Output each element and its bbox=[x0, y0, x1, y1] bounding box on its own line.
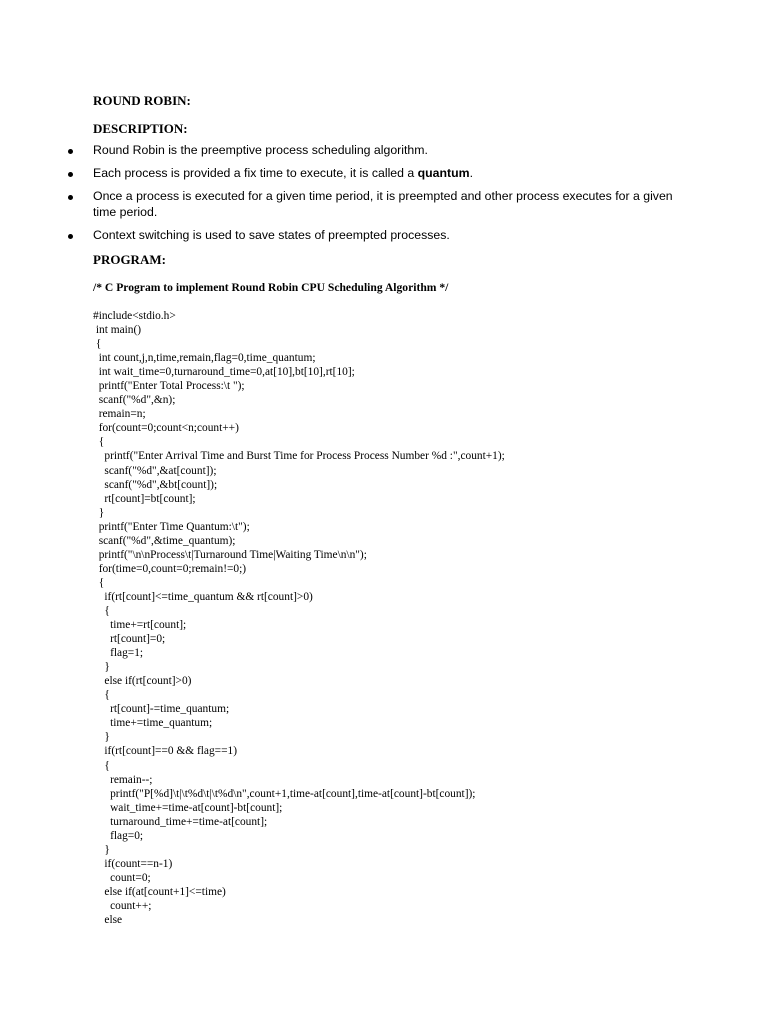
code-line: int count,j,n,time,remain,flag=0,time_quantum; bbox=[93, 352, 316, 365]
code-line: scanf("%d",&at[count]); bbox=[93, 464, 217, 477]
code-line: remain=n; bbox=[93, 408, 146, 421]
code-line: { bbox=[93, 576, 105, 589]
code-block bbox=[93, 309, 505, 927]
bullet-text: Round Robin is the preemptive process scheduling algorithm. bbox=[93, 143, 428, 157]
code-line: count=0; bbox=[93, 871, 151, 884]
code-line: { bbox=[93, 338, 102, 351]
bullet-text-end: . bbox=[469, 166, 473, 180]
code-line: } bbox=[93, 506, 105, 519]
code-line: remain--; bbox=[93, 773, 153, 786]
code-line: } bbox=[93, 661, 110, 674]
code-line: rt[count]=0; bbox=[93, 633, 166, 646]
bullet-text: Once a process is executed for a given time period, it is preempted and other process executes for a given time period. bbox=[93, 189, 673, 219]
code-line: if(rt[count]==0 && flag==1) bbox=[93, 745, 237, 758]
code-line: } bbox=[93, 731, 110, 744]
description-list bbox=[0, 143, 768, 243]
code-line: printf("Enter Total Process:\t "); bbox=[93, 380, 245, 393]
bullet-dot-icon bbox=[68, 234, 73, 239]
code-line: } bbox=[93, 843, 110, 856]
page-title: ROUND ROBIN: bbox=[93, 93, 191, 108]
code-line: { bbox=[93, 436, 105, 449]
code-line: flag=1; bbox=[93, 647, 144, 660]
code-line: { bbox=[93, 689, 110, 702]
code-line: printf("Enter Arrival Time and Burst Time for Process Process Number %d :",count+1); bbox=[93, 450, 505, 463]
bullet-dot-icon bbox=[68, 195, 73, 200]
code-line: printf("Enter Time Quantum:\t"); bbox=[93, 520, 250, 533]
code-line: if(rt[count]<=time_quantum && rt[count]>0) bbox=[93, 590, 313, 603]
code-line: rt[count]-=time_quantum; bbox=[93, 703, 230, 716]
code-line: turnaround_time+=time-at[count]; bbox=[93, 815, 268, 828]
code-line: flag=0; bbox=[93, 829, 144, 842]
code-line: for(time=0,count=0;remain!=0;) bbox=[93, 562, 247, 575]
code-line: { bbox=[93, 604, 110, 617]
bullet-text: Context switching is used to save states of preempted processes. bbox=[93, 227, 450, 242]
code-line: #include<stdio.h> bbox=[93, 310, 176, 322]
program-heading: PROGRAM: bbox=[93, 252, 166, 267]
code-line: scanf("%d",&bt[count]); bbox=[93, 478, 218, 491]
code-line: else bbox=[93, 914, 123, 927]
code-line: else if(rt[count]>0) bbox=[93, 675, 192, 688]
list-item bbox=[0, 166, 768, 182]
program-comment: /* C Program to implement Round Robin CPU Scheduling Algorithm */ bbox=[93, 281, 449, 294]
bullet-dot-icon bbox=[68, 172, 73, 177]
code-line: time+=time_quantum; bbox=[93, 717, 213, 730]
code-line: scanf("%d",&n); bbox=[93, 394, 176, 407]
code-line: printf("\n\nProcess\t|Turnaround Time|Waiting Time\n\n"); bbox=[93, 548, 367, 561]
list-item bbox=[0, 228, 768, 244]
code-line: time+=rt[count]; bbox=[93, 619, 187, 632]
bullet-dot-icon bbox=[68, 149, 73, 154]
list-item bbox=[0, 189, 768, 220]
code-line: wait_time+=time-at[count]-bt[count]; bbox=[93, 801, 283, 814]
code-line: scanf("%d",&time_quantum); bbox=[93, 534, 236, 547]
code-line: for(count=0;count<n;count++) bbox=[93, 422, 239, 435]
bullet-text: Each process is provided a fix time to execute, it is called a bbox=[93, 166, 418, 180]
code-line: int main() bbox=[93, 324, 142, 337]
code-line: printf("P[%d]\t|\t%d\t|\t%d\n",count+1,time-at[count],time-at[count]-bt[count]); bbox=[93, 787, 476, 800]
code-line: else if(at[count+1]<=time) bbox=[93, 885, 226, 898]
list-item bbox=[0, 143, 768, 159]
code-line: { bbox=[93, 759, 110, 772]
code-line: if(count==n-1) bbox=[93, 857, 173, 870]
code-line: int wait_time=0,turnaround_time=0,at[10],bt[10],rt[10]; bbox=[93, 366, 355, 379]
description-heading: DESCRIPTION: bbox=[93, 121, 188, 136]
code-line: count++; bbox=[93, 899, 152, 912]
code-line: rt[count]=bt[count]; bbox=[93, 492, 196, 505]
bullet-term: quantum bbox=[417, 166, 470, 180]
